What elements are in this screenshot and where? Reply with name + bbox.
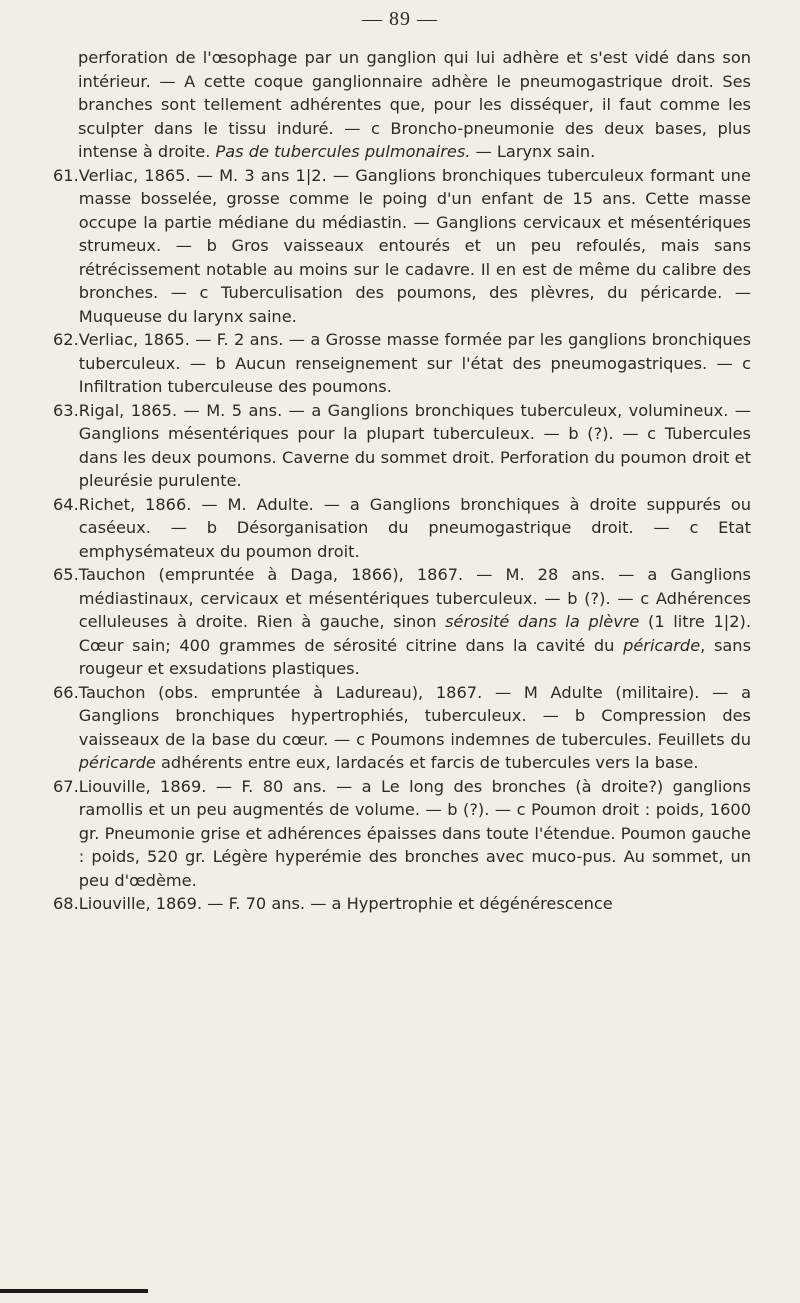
entry-italic: sérosité dans la plèvre <box>445 612 640 631</box>
entry-text-part: (1 litre 1|2). Cœur sain; 400 grammes de sérosité citrine dans la cavité du <box>78 612 751 655</box>
entry-65 <box>53 563 751 681</box>
entry-text-part: , sans rougeur et exsudations plastiques. <box>78 635 752 678</box>
page-number: — 89 — <box>362 8 438 30</box>
continuation-end: — Larynx sain. <box>470 142 596 161</box>
entry-text-part: Tauchon (obs. empruntée à Ladureau), 1867. — M Adulte (militaire). — a Ganglions bronchiques hypertrophiés, tuberculeux. — b Compression des vaisseaux de la base du cœur. — c Poumons indemnes de tubercules. Feuillets du <box>78 682 751 749</box>
entry-62 <box>53 328 751 399</box>
entry-number: 63. <box>53 400 79 420</box>
continuation-paragraph <box>53 46 751 164</box>
entry-number: 66. <box>53 682 79 702</box>
entry-italic: péricarde <box>623 635 701 655</box>
entry-67 <box>53 775 751 893</box>
entry-text: Rigal, 1865. — M. 5 ans. — a Ganglions bronchiques tuberculeux, volumineux. — Ganglions mésentériques pour la plupart tuberculeux. — b (?). — c Tubercules dans les deux poumons. Caverne du sommet droit. Perforation du poumon droit et pleurésie purulente. <box>78 400 751 490</box>
entry-text: Richet, 1866. — M. Adulte. — a Ganglions bronchiques à droite suppurés ou caséeux. — b Désorganisation du pneumogastrique droit. — c Etat emphysémateux du poumon droit. <box>78 494 751 561</box>
entry-63 <box>53 399 751 493</box>
entry-number: 64. <box>53 494 79 514</box>
entry-text-part: adhérents entre eux, lardacés et farcis de tubercules vers la base. <box>155 753 699 772</box>
entry-text-part: Tauchon (empruntée à Daga, 1866), 1867. — M. 28 ans. — a Ganglions médiastinaux, cervicaux et mésentériques tuberculeux. — b (?). — c Adhérences celluleuses à droite. Rien à gauche, sinon <box>78 565 751 631</box>
entry-text: Liouville, 1869. — F. 80 ans. — a Le long des bronches (à droite?) ganglions ramollis et un peu augmentés de volume. — b (?). — c Poumon droit : poids, 1600 gr. Pneumonie grise et adhérences épaisses dans toute l'étendue. Poumon gauche : poids, 520 gr. Légère hyperémie des bronches avec muco-pus. Au sommet, un peu d'œdème. <box>78 776 751 890</box>
continuation-text: perforation de l'œsophage par un ganglion qui lui adhère et s'est vidé dans son intérieur. — A cette coque ganglionnaire adhère le pneumogastrique droit. Ses branches sont tellement adhérentes que, pour les disséquer, il faut comme les sculpter dans le tissu induré. — c Broncho-pneumonie des deux bases, plus intense à droite. <box>78 48 751 161</box>
scan-edge-mark <box>0 1289 148 1293</box>
entry-text: Verliac, 1865. — F. 2 ans. — a Grosse masse formée par les ganglions bronchiques tuberculeux. — b Aucun renseignement sur l'état des pneumogastriques. — c Infiltration tuberculeuse des poumons. <box>78 330 751 396</box>
entry-text <box>79 563 751 681</box>
entry-number: 68. <box>53 894 79 913</box>
entry-64 <box>53 493 751 564</box>
entry-number: 61. <box>53 165 79 185</box>
entry-number: 67. <box>53 776 79 796</box>
entry-68 <box>53 892 751 916</box>
entry-61 <box>53 164 751 329</box>
page-body <box>53 46 751 916</box>
entry-number: 62. <box>53 330 79 349</box>
continuation-italic: Pas de tubercules pulmonaires. <box>215 142 471 161</box>
entry-text: Liouville, 1869. — F. 70 ans. — a Hypertrophie et dégénérescence <box>78 894 613 913</box>
entry-italic: péricarde <box>78 753 156 772</box>
entry-number: 65. <box>53 565 79 584</box>
entry-text: Verliac, 1865. — M. 3 ans 1|2. — Ganglions bronchiques tuberculeux formant une masse bosselée, grosse comme le poing d'un enfant de 15 ans. Cette masse occupe la partie médiane du médiastin. — Ganglions cervicaux et mésentériques strumeux. — b Gros vaisseaux entourés et un peu refoulés, mais sans rétrécissement notable au moins sur le cadavre. Il en est de même du calibre des bronches. — c Tuberculisation des poumons, des plèvres, du péricarde. — Muqueuse du larynx saine. <box>78 165 751 326</box>
entry-66 <box>53 681 751 775</box>
entry-text <box>79 681 751 775</box>
